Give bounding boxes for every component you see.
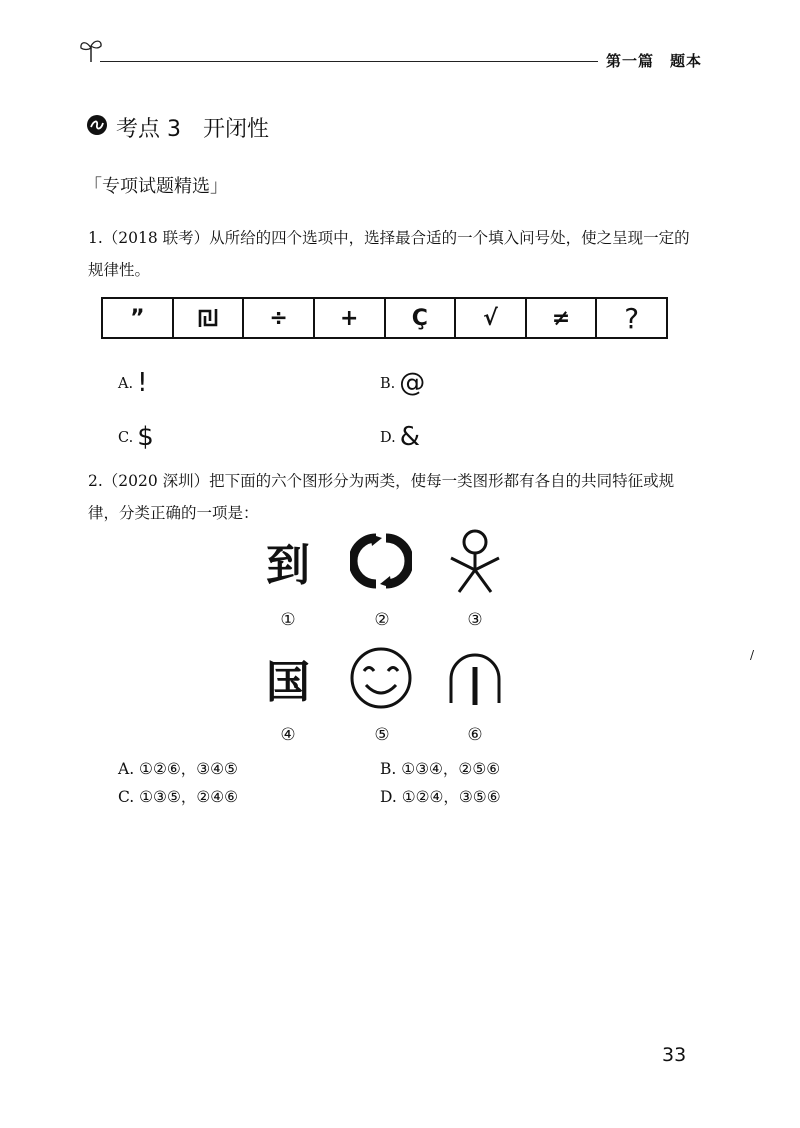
- q2-option-a[interactable]: A. ①②⑥，③④⑤: [118, 760, 238, 778]
- sequence-cell-5: Ç: [384, 299, 455, 337]
- q1-option-b[interactable]: B. @: [380, 368, 426, 398]
- figure-4: [253, 643, 323, 713]
- section-title: 考点 3 开闭性: [116, 117, 269, 142]
- figure-2-number: ②: [374, 610, 390, 630]
- q1-option-b-symbol: @: [399, 368, 426, 398]
- figure-4-char: 国: [266, 657, 310, 708]
- q1-option-a[interactable]: A. !: [118, 368, 148, 398]
- q1-option-d[interactable]: D. &: [380, 422, 420, 452]
- q1-option-c-symbol: $: [137, 422, 154, 452]
- smiley-face-icon: [348, 645, 414, 711]
- figure-1-char: 到: [266, 540, 310, 591]
- q2-option-c[interactable]: C. ①③⑤，②④⑥: [118, 788, 239, 806]
- figure-1-number: ①: [280, 610, 296, 630]
- page-number: 33: [662, 1044, 687, 1066]
- header-title: 第一篇 题本: [606, 52, 703, 70]
- figure-4-number: ④: [280, 725, 296, 745]
- sequence-cell-2: [172, 299, 243, 337]
- question-1-text: 1.（2018 联考）从所给的四个选项中，选择最合适的一个填入问号处，使之呈现一定的规律性。: [88, 229, 690, 279]
- rotate-arrows-icon: [350, 530, 412, 592]
- sequence-cell-4: +: [313, 299, 384, 337]
- header-rule: [100, 61, 598, 62]
- figure-5-number: ⑤: [374, 725, 390, 745]
- figure-2: [346, 526, 416, 596]
- figure-3: [440, 526, 510, 596]
- sequence-cell-3: ÷: [242, 299, 313, 337]
- figure-6-number: ⑥: [467, 725, 483, 745]
- q2-option-d[interactable]: D. ①②④，③⑤⑥: [380, 788, 501, 806]
- shekel-icon: [197, 307, 219, 329]
- figure-1: [253, 526, 323, 596]
- stick-figure-icon: [445, 528, 505, 594]
- section-subtitle: 「专项试题精选」: [84, 176, 228, 197]
- arch-line-icon: [443, 645, 507, 711]
- q2-option-b[interactable]: B. ①③④，②⑤⑥: [380, 760, 501, 778]
- q1-option-c[interactable]: C. $: [118, 422, 154, 452]
- stray-mark: /: [750, 648, 755, 662]
- question-2-text: 2.（2020 深圳）把下面的六个图形分为两类，使每一类图形都有各自的共同特征或规律，分类正确的一项是：: [88, 472, 675, 522]
- q1-option-d-symbol: &: [399, 422, 420, 452]
- sprout-icon: [78, 36, 104, 64]
- symbol-sequence: [101, 297, 668, 339]
- figure-5: [346, 643, 416, 713]
- sequence-cell-6: √: [454, 299, 525, 337]
- sequence-cell-1: ”: [130, 305, 145, 331]
- sequence-cell-7: ≠: [525, 299, 596, 337]
- figure-6: [440, 643, 510, 713]
- section-bullet-icon: [86, 114, 108, 136]
- q1-option-a-symbol: !: [137, 368, 148, 398]
- sequence-cell-question: ?: [595, 299, 666, 337]
- figure-3-number: ③: [467, 610, 483, 630]
